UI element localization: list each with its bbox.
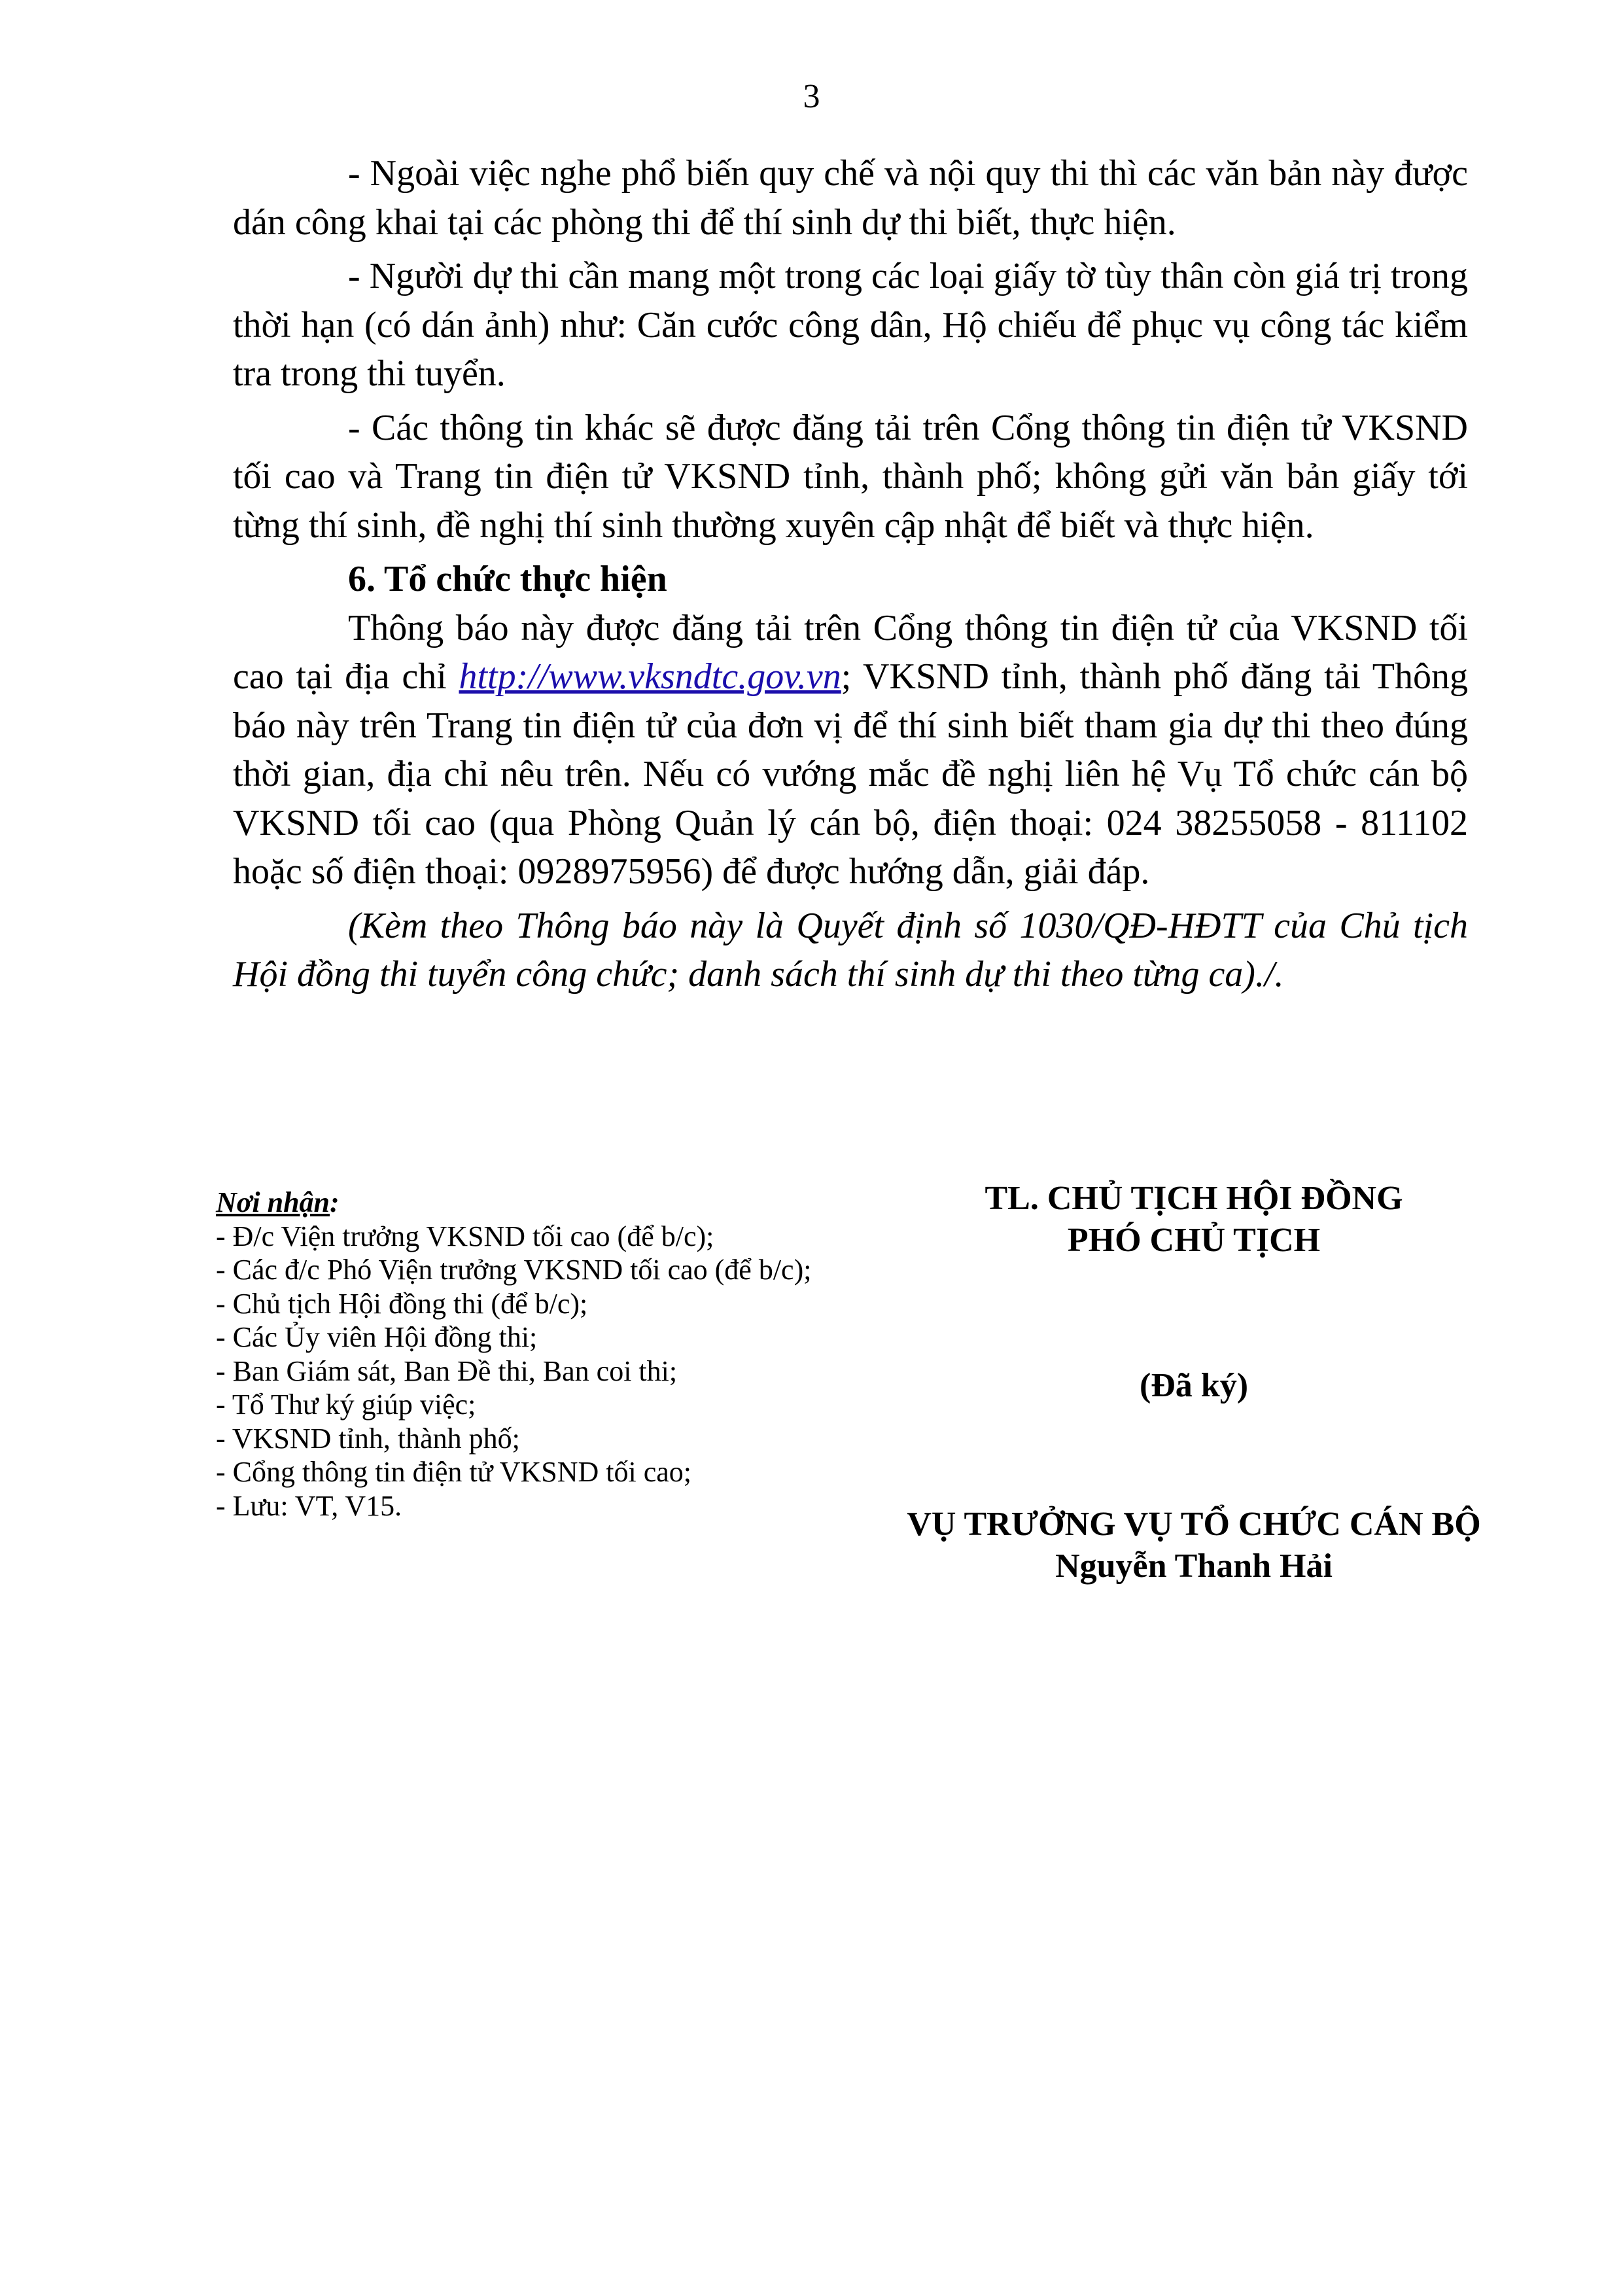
recipients-title bbox=[216, 1186, 870, 1220]
signer-position: VỤ TRƯỞNG VỤ TỔ CHỨC CÁN BỘ bbox=[907, 1506, 1481, 1543]
recipient-item: - Cổng thông tin điện tử VKSND tối cao; bbox=[216, 1456, 692, 1488]
recipients-block bbox=[216, 1186, 870, 1523]
recipients-list bbox=[216, 1220, 870, 1523]
paragraph-exam-rules: - Ngoài việc nghe phổ biến quy chế và nội quy thi thì các văn bản này được dán công khai tại các phòng thi để thí sinh dự thi biết, thực hiện. bbox=[233, 153, 1468, 243]
recipient-item: - Lưu: VT, V15. bbox=[216, 1489, 402, 1522]
section-heading: 6. Tổ chức thực hiện bbox=[348, 559, 667, 599]
implementation-text-start: Thông báo này được đăng tải trên Cổng thông tin điện tử của VKSND tối cao tại địa chỉ bbox=[233, 607, 1468, 697]
document-body bbox=[233, 149, 1468, 1004]
implementation-text-end: ; VKSND tỉnh, thành phố đăng tải Thông báo này trên Trang tin điện tử của đơn vị để thí sinh biết tham gia dự thi theo đúng thời gian, địa chỉ nêu trên. Nếu có vướng mắc đề nghị liên hệ Vụ Tổ chức cán bộ VKSND tối cao (qua Phòng Quản lý cán bộ, điện thoại: 024 38255058 - 811102 hoặc số điện thoại: 0928975956) để được hướng dẫn, giải đáp. bbox=[233, 656, 1468, 892]
signature-role: PHÓ CHỦ TỊCH bbox=[1067, 1222, 1321, 1259]
signed-mark: (Đã ký) bbox=[1139, 1367, 1249, 1404]
website-link[interactable]: http://www.vksndtc.gov.vn bbox=[459, 656, 841, 697]
recipient-item: - Tổ Thư ký giúp việc; bbox=[216, 1388, 476, 1421]
paragraph-implementation bbox=[233, 604, 1468, 896]
paragraph-other-info: - Các thông tin khác sẽ được đăng tải trên Cổng thông tin điện tử VKSND tối cao và Trang tin điện tử VKSND tỉnh, thành phố; không gửi văn bản giấy tới từng thí sinh, đề nghị thí sinh thường xuyên cập nhật để biết và thực hiện. bbox=[233, 407, 1468, 546]
page-number: 3 bbox=[803, 78, 820, 115]
recipient-item: - Đ/c Viện trưởng VKSND tối cao (để b/c); bbox=[216, 1220, 714, 1252]
paragraph-id-documents: - Người dự thi cần mang một trong các loại giấy tờ tùy thân còn giá trị trong thời hạn (có dán ảnh) như: Căn cước công dân, Hộ chiếu để phục vụ công tác kiểm tra trong thi tuyển. bbox=[233, 256, 1468, 394]
recipient-item: - Chủ tịch Hội đồng thi (để b/c); bbox=[216, 1287, 588, 1320]
recipients-colon: : bbox=[330, 1186, 340, 1218]
signature-block bbox=[850, 1178, 1537, 1587]
attachment-note: (Kèm theo Thông báo này là Quyết định số 1030/QĐ-HĐTT của Chủ tịch Hội đồng thi tuyển công chức; danh sách thí sinh dự thi theo từng ca)./. bbox=[233, 905, 1468, 995]
recipient-item: - Ban Giám sát, Ban Đề thi, Ban coi thi; bbox=[216, 1354, 678, 1387]
recipient-item: - Các đ/c Phó Viện trưởng VKSND tối cao (để b/c); bbox=[216, 1254, 812, 1286]
signer-name: Nguyễn Thanh Hải bbox=[1055, 1547, 1333, 1585]
signature-authority: TL. CHỦ TỊCH HỘI ĐỒNG bbox=[985, 1180, 1403, 1217]
recipients-label: Nơi nhận bbox=[216, 1186, 330, 1218]
recipient-item: - VKSND tỉnh, thành phố; bbox=[216, 1422, 520, 1455]
recipient-item: - Các Ủy viên Hội đồng thi; bbox=[216, 1321, 538, 1353]
